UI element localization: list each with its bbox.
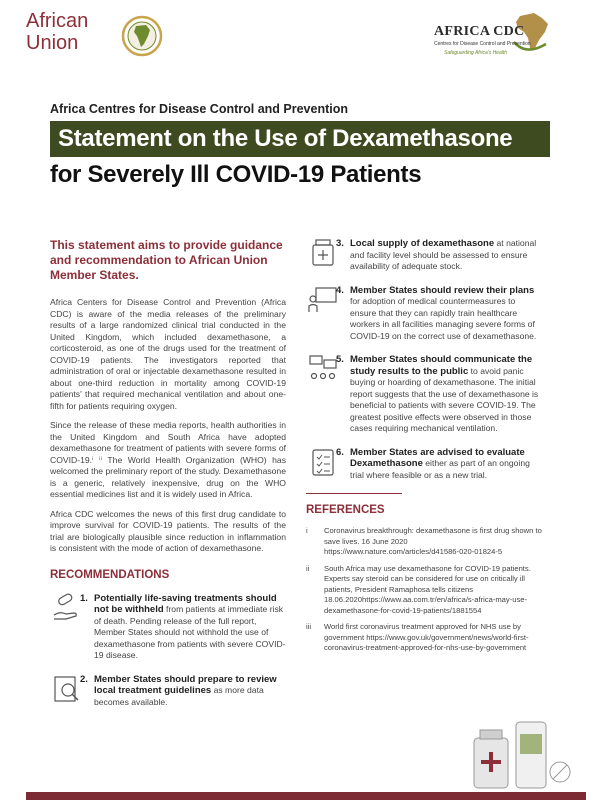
recommendation-item: [306, 238, 542, 273]
left-column: [50, 238, 286, 720]
body-paragraph: Africa Centers for Disease Control and Prevention (Africa CDC) is aware of the media releases of the preliminary results of a large randomized clinical trial conducted in the United Kingdom, which included dexamethasone, a corticosteroid, as one of the drugs used for the treatment of COVID-19 patients. The investigators reported that administration of oral or injectable dexamethasone resulted in about one-third reduction in mortality among COVID-19 patients' that required mechanical ventilation and about one-fifth for patients requiring oxygen.: [50, 297, 286, 411]
recommendation-text: [350, 354, 542, 435]
recommendation-number: 4.: [336, 284, 344, 296]
recommendation-rest: either as part of an ongoing trial where feasible or as a new trial.: [350, 458, 530, 480]
medical-supplies-illustration: [470, 708, 580, 792]
recommendation-rest: to avoid panic buying or hoarding of dexamethasone. The initial report suggests that the use of dexamethasone is beneficial to patients with severe COVID-19. The greatest positive effects were observed in those cases requiring mechanical ventilation.: [350, 365, 539, 433]
training-presentation-icon: [308, 285, 338, 315]
au-logo-word-1: African: [26, 10, 89, 32]
right-column: [306, 238, 542, 660]
recommendation-item: [306, 447, 542, 482]
recommendation-item: [306, 354, 542, 435]
page-title-line-2: for Severely Ill COVID-19 Patients: [50, 161, 422, 188]
public-communication-icon: [308, 354, 338, 384]
recommendation-item: [50, 593, 286, 662]
recommendation-lead: Local supply of dexamethasone: [350, 238, 495, 249]
reference-marker: i: [306, 526, 308, 535]
reference-text: Coronavirus breakthrough: dexamethasone is first drug shown to save lives. 16 June 2020 https://www.nature.com/articles/d41586-020-01824-5: [324, 526, 542, 556]
reference-item: [306, 622, 542, 654]
guidelines-review-icon: [52, 674, 82, 704]
intro-statement: This statement aims to provide guidance and recommendation to African Union Member States.: [50, 238, 283, 282]
au-emblem-icon: [118, 14, 166, 58]
medicine-bottle-icon: [308, 238, 338, 268]
recommendation-number: 3.: [336, 238, 344, 249]
recommendation-rest: from patients at immediate risk of death. Pending release of the full report, Member States should not withhold the use of dexamethasone from patients with severe COVID-19 disease.: [94, 604, 286, 660]
recommendation-lead: Member States should prepare to review local treatment guidelines: [94, 673, 277, 696]
cdc-logo-subtitle: Centres for Disease Control and Prevention: [434, 41, 531, 47]
body-paragraph: Africa CDC welcomes the news of this first drug candidate to improve survival for COVID-19 patients. The results of the trial are biologically plausible since reduction in inflammation is consistent with the mode of action of dexamethasone.: [50, 508, 286, 553]
section-divider: [306, 493, 402, 494]
au-logo-text: [26, 10, 88, 54]
recommendation-text: [94, 593, 286, 662]
cdc-logo-tagline: Safeguarding Africa's Health: [444, 50, 508, 56]
body-paragraph: Since the release of these media reports, health authorities in the United Kingdom and South Africa have adopted dexamethasone for treatment of patients with severe forms of COVID-19.ⁱ ⁱⁱ The World Health Organization (WHO) has welcomed the preliminary report of the study. Dexamethasone is a generic, relatively inexpensive, drug on the WHO essential medicines list and it is widely used in Africa.: [50, 420, 286, 499]
recommendation-text: [350, 447, 542, 482]
reference-marker: ii: [306, 563, 310, 573]
recommendation-lead: Member States should review their plans: [350, 284, 535, 296]
organization-line: Africa Centres for Disease Control and Prevention: [50, 102, 348, 116]
recommendation-number: 2.: [80, 673, 88, 685]
recommendation-text: [94, 674, 286, 709]
recommendation-rest: at national and facility level should be assessed to ensure availability of adequate stock.: [350, 238, 537, 271]
footer-accent-bar: [26, 792, 586, 800]
africa-cdc-logo: [434, 10, 584, 66]
reference-text: South Africa may use dexamethasone for COVID-19 patients. Experts say steroid can be considered for use on critically ill patients, President Ramaphosa tells citizens 18.06.2020https://www.aa.com.tr/en/africa/s-africa-may-use-dexamethasone-for-covid-19-patients/1881554: [324, 563, 531, 615]
reference-marker: iii: [306, 622, 312, 631]
au-logo-word-2: Union: [26, 32, 79, 54]
recommendation-text: [350, 285, 542, 343]
recommendation-number: 5.: [336, 354, 344, 365]
cdc-logo-title: AFRICA CDC: [434, 24, 525, 39]
reference-text: World first coronavirus treatment approved for NHS use by government https://www.gov.uk/government/news/world-first-coronavirus-treatment-approved-for-nhs-use-by-government: [324, 622, 529, 652]
recommendation-lead: Member States should communicate the study results to the public: [350, 354, 533, 377]
pill-hand-icon: [52, 593, 82, 623]
recommendation-lead: Potentially life-saving treatments should not be withheld: [94, 592, 277, 615]
recommendation-rest: as more data becomes available.: [94, 685, 264, 707]
african-union-logo: [26, 10, 176, 62]
reference-item: [306, 526, 542, 558]
recommendation-rest: for adoption of medical countermeasures to ensure that they can rapidly train healthcare workers in all facilities managing severe forms of COVID-19 on the correct use of dexamethasone.: [350, 296, 537, 341]
recommendation-item: [306, 285, 542, 343]
recommendation-number: 6.: [336, 446, 344, 458]
recommendation-text: [350, 238, 542, 273]
page-title-line-1: Statement on the Use of Dexamethasone: [58, 125, 513, 152]
recommendation-number: 1.: [80, 592, 88, 604]
recommendation-item: [50, 674, 286, 709]
recommendations-heading: RECOMMENDATIONS: [50, 568, 170, 581]
references-heading: REFERENCES: [306, 504, 385, 516]
reference-item: [306, 564, 542, 617]
recommendation-lead: Member States are advised to evaluate Dexamethasone: [350, 446, 525, 469]
checklist-icon: [308, 447, 338, 477]
